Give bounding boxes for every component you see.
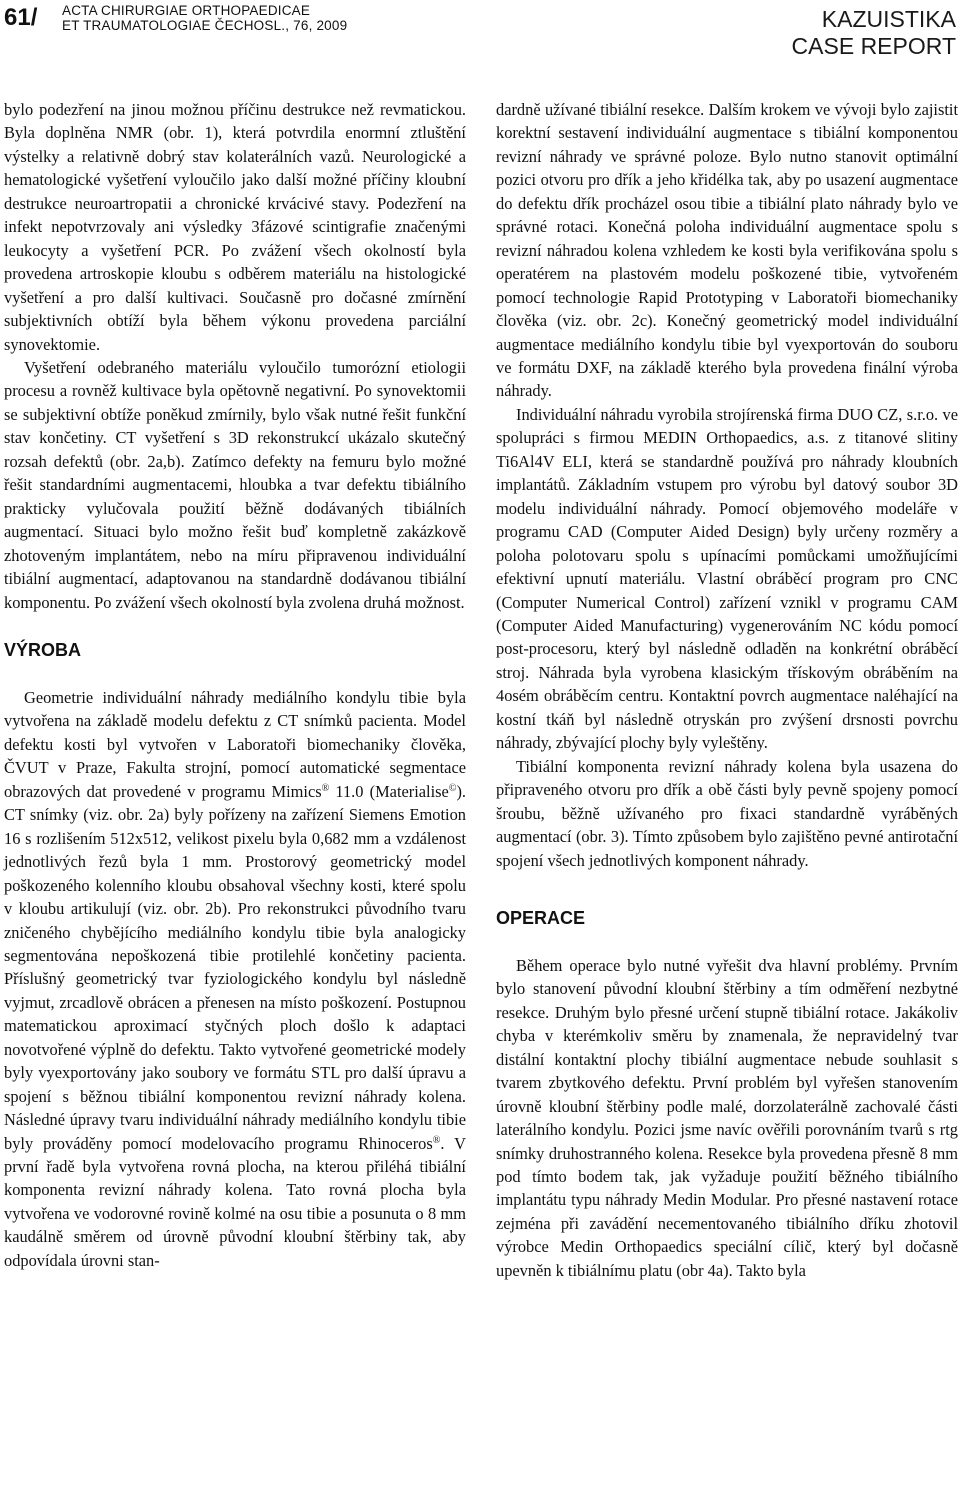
paragraph-text: . V první řadě byla vytvořena rovná plocha, na kterou přiléhá tibiální komponenta revizní náhrady kolena. Tato rovná plocha byla vytvořena ve vodorovné rovině kolmé na osu tibie a posunuta o 8 mm kaudálně směrem od úrovně původní kloubní štěrbiny tak, aby odpovídala úrovni stan- bbox=[4, 1133, 466, 1270]
paragraph: Vyšetření odebraného materiálu vyloučilo tumorózní etiologii procesu a rovněž kultivace byla opětovně negativní. Po synovektomii se subjektivní obtíže poněkud zmírnily, bylo však nutné řešit funkční stav končetiny. CT vyšetření s 3D rekonstrukcí ukázalo skutečný rozsah defektů (obr. 2a,b). Zatímco defekty na femuru bylo možné řešit standardními augmentacemi, hloubka a tvar defektu tibiálního prakticky vylučovala použití běžně dodávaných tibiálních augmentací. Situaci bylo možno řešit buď kompletně zakázkově zhotoveným implantátem, nebo na míru připravenou individuální tibiální augmentací, adaptovanou na standardně dodávanou tibiální komponentu. Po zvážení všech okolností byla zvolena druhá možnost. bbox=[4, 357, 466, 612]
copyright-mark: © bbox=[448, 782, 457, 794]
registered-mark: ® bbox=[432, 1134, 441, 1146]
section-label bbox=[792, 6, 956, 60]
section-label-english: CASE REPORT bbox=[791, 33, 956, 59]
section-heading-vyroba: VÝROBA bbox=[4, 639, 82, 660]
paragraph bbox=[4, 686, 466, 1272]
journal-title bbox=[62, 3, 347, 33]
section-label-czech: KAZUISTIKA bbox=[821, 6, 956, 32]
registered-mark: ® bbox=[321, 782, 330, 794]
right-column bbox=[496, 98, 958, 1282]
journal-title-line1: ACTA CHIRURGIAE ORTHOPAEDICAE bbox=[62, 3, 311, 18]
left-column bbox=[4, 98, 466, 1272]
paragraph: Tibiální komponenta revizní náhrady kolena byla usazena do připraveného otvoru pro dřík a obě části byly pevně spojeny pomocí šroubu, běžně užívaného pro fixaci standardně vyráběných augmentací (obr. 3). Tímto způsobem bylo zajištěno pevné antirotační spojení všech jednotlivých komponent náhrady. bbox=[496, 756, 958, 870]
paragraph-text: Geometrie individuální náhrady mediálního kondylu tibie byla vytvořena na základě modelu defektu z CT snímků pacienta. Model defektu kosti byl vytvořen v Laboratoři biomechaniky člověka, ČVUT v Praze, Fakulta strojní, pomocí automatické segmentace obrazových dat provedené v programu Mimics bbox=[4, 687, 466, 801]
page-header bbox=[0, 0, 960, 62]
journal-title-line2: ET TRAUMATOLOGIAE ČECHOSL., 76, 2009 bbox=[62, 18, 348, 33]
paragraph-text: 11.0 (Materialise bbox=[329, 781, 449, 801]
section-heading-operace: OPERACE bbox=[496, 907, 586, 928]
page-number: 61/ bbox=[4, 4, 38, 31]
paragraph: Během operace bylo nutné vyřešit dva hlavní problémy. Prvním bylo stanovení původní kloubní štěrbiny a tím odměření nezbytné resekce. Druhým bylo přesné určení stupně tibiální rotace. Jakákoliv chyba v kterémkoliv směru by znamenala, že nepravidelný tvar distální kontaktní plochy tibiální augmentace nebude souhlasit s tvarem zbytkového defektu. První problém byl vyřešen stanovením úrovně kloubní štěrbiny podle malé, dorzolaterálně zachovalé části laterálního kondylu. Pozici jsme navíc ověřili porovnáním tvarů s rtg snímky druhostranného kolena. Resekce byla provedena přesně 8 mm pod tímto bodem tak, jak vyžaduje použití běžného tibiálního implantátu typu náhrady Medin Modular. Pro přesné nastavení rotace zejména při zavádění necementovaného tibiálního dříku zhotovil výrobce Medin Orthopaedics speciální cílič, který byl dočasně upevněn k tibiálnímu platu (obr 4a). Takto byla bbox=[496, 955, 958, 1280]
paragraph: bylo podezření na jinou možnou příčinu destrukce než revmatickou. Byla doplněna NMR (obr. 1), která potvrdila enormní ztluštění výstelky a relativně dobrý stav kolaterálních vazů. Neurologické a hematologické vyšetření vyloučilo jako další možné příčiny kloubní destrukce neuroartropatii a chronické krvácivé stavy. Podezření na infekt nepotvrzovaly ani výsledky 3fázové scintigrafie značenými leukocyty a vyšetření PCR. Po zvážení všech okolností byla provedena artroskopie kloubu s odběrem materiálu na histologické vyšetření a pro další kultivaci. Současně pro dočasné zmírnění subjektivních obtíží byla během výkonu provedena parciální synovektomie. bbox=[4, 100, 466, 354]
paragraph-text: ). CT snímky (viz. obr. 2a) byly pořízeny na zařízení Siemens Emotion 16 s rozlišením 512x512, velikost pixelu byla 0,682 mm a vzdálenost jednotlivých řezů byla 1 mm. Prostorový geometrický model poškozeného kolenního kloubu obsahoval všechny kosti, které spolu v kloubu artikulují (viz. obr. 2b). Pro rekonstrukci původního tvaru zničeného chybějícího mediálního kondylu tibie byla analogicky segmentována nepoškozená tibie protilehlé končetiny pacienta. Příslušný geometrický tvar fyziologického kondylu byl následně vyjmut, zrcadlově obrácen a přenesen na místo poškození. Postupnou matematickou aproximací styčných ploch došlo k adaptaci novotvořené výplně do defektu. Takto vytvořené geometrické modely byly vyexportovány jako soubory ve formátu STL pro další úpravu a spojení s běžnou tibiální komponentou revizní náhrady kolena. Následné úpravy tvaru individuální náhrady mediálního kondylu tibie byly prováděny pomocí modelovacího programu Rhinoceros bbox=[4, 781, 466, 1153]
paragraph: dardně užívané tibiální resekce. Dalším krokem ve vývoji bylo zajistit korektní sestavení individuální augmentace s tibiální komponentou revizní náhrady ve správné poloze. Bylo nutno stanovit optimální pozici otvoru pro dřík a jeho křidélka tak, aby po usazení augmentace do defektu dřík procházel osou tibie a tibiální plato náhrady bylo ve správné rotaci. Konečná poloha individuální augmentace spolu s revizní náhradou kolena vzhledem ke kosti byla verifikována spolu s operatérem na plastovém modelu poškozené tibie, vytvořeném pomocí technologie Rapid Prototyping v Laboratoři biomechaniky člověka (viz. obr. 2c). Konečný geometrický model individuální augmentace mediálního kondylu tibie byl vyexportován do souboru ve formátu DXF, na základě kterého byla provedena finální výroba náhrady. bbox=[496, 100, 958, 401]
paragraph: Individuální náhradu vyrobila strojírenská firma DUO CZ, s.r.o. ve spolupráci s firmou MEDIN Orthopaedics, a.s. z titanové slitiny Ti6Al4V ELI, která se standardně používá pro náhrady kloubních implantátů. Základním vstupem pro výrobu byl datový soubor 3D modelu individuální náhrady. Pomocí objemového modeláře v programu CAD (Computer Aided Design) byly určeny rozměry a poloha polotovaru spolu s upínacími pomůckami umožňujícími efektivní upnutí materiálu. Vlastní obráběcí program pro CNC (Computer Numerical Control) zařízení vznikl v programu CAM (Computer Aided Manufacturing) vygenerováním NC kódu pomocí post-procesoru, který byl následně odladěn na konkrétní obráběcí stroj. Náhrada byla vyrobena klasickým třískovým obráběním na 4osém obráběcím centru. Kontaktní povrch augmentace naléhající na kostní tkáň byl následně otryskán pro zvýšení drsnosti povrchu náhrady, zbývající plochy byly vyleštěny. bbox=[496, 404, 958, 753]
